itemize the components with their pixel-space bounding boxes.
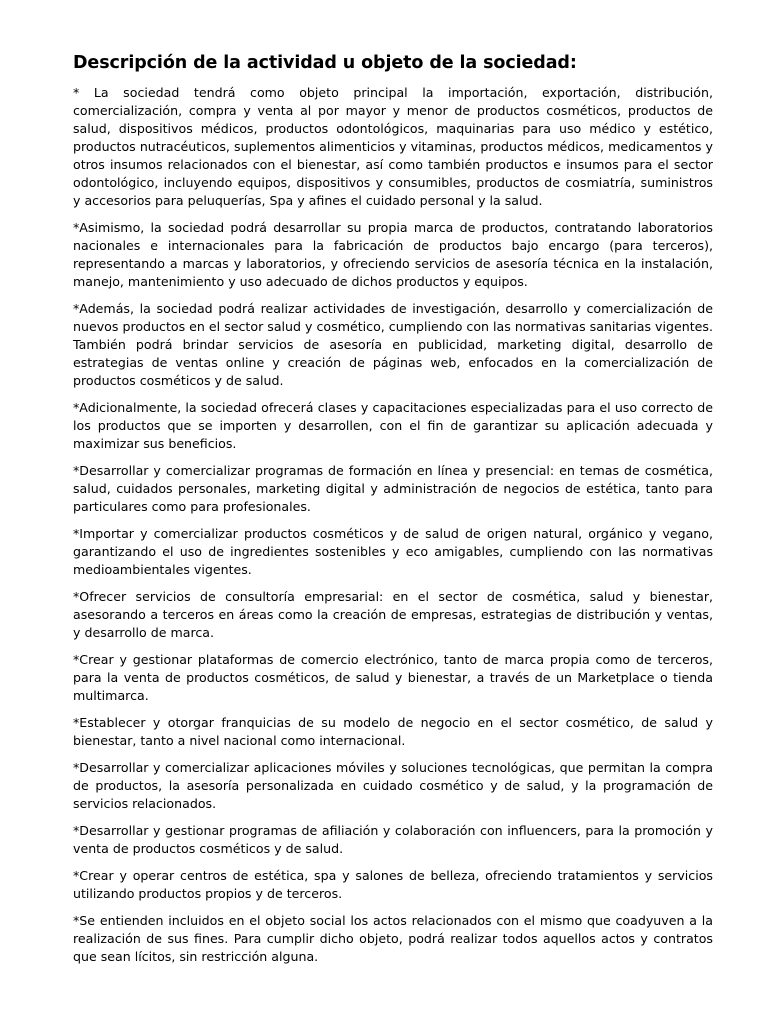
paragraph-productos-naturales: *Importar y comercializar productos cosméticos y de salud de origen natural, orgánico y vegano, garantizando el uso de ingredientes sostenibles y eco amigables, cumpliendo con las normativas medioambientales vigentes. (73, 526, 713, 577)
paragraph-comercio-electronico: *Crear y gestionar plataformas de comercio electrónico, tanto de marca propia como de terceros, para la venta de productos cosméticos, de salud y bienestar, a través de un Marketplace o tienda multimarca. (73, 652, 713, 703)
paragraph-investigacion: *Además, la sociedad podrá realizar actividades de investigación, desarrollo y comercialización de nuevos productos en el sector salud y cosmético, cumpliendo con las normativas sanitarias vigentes. También podrá brindar servicios de asesoría en publicidad, marketing digital, desarrollo de estrategias de ventas online y creación de páginas web, enfocados en la comercialización de productos cosméticos y de salud. (73, 301, 713, 388)
paragraph-actos-relacionados: *Se entienden incluidos en el objeto social los actos relacionados con el mismo que coadyuven a la realización de sus fines. Para cumplir dicho objeto, podrá realizar todos aquellos actos y contratos que sean lícitos, sin restricción alguna. (73, 913, 713, 964)
paragraph-influencers: *Desarrollar y gestionar programas de afiliación y colaboración con influencers, para la promoción y venta de productos cosméticos y de salud. (73, 823, 713, 856)
paragraph-centros-estetica: *Crear y operar centros de estética, spa y salones de belleza, ofreciendo tratamientos y servicios utilizando productos propios y de terceros. (73, 868, 713, 901)
paragraph-consultoria: *Ofrecer servicios de consultoría empresarial: en el sector de cosmética, salud y bienestar, asesorando a terceros en áreas como la creación de empresas, estrategias de distribución y ventas, y desarrollo de marca. (73, 589, 713, 640)
document-page (73, 52, 713, 975)
paragraph-aplicaciones-moviles: *Desarrollar y comercializar aplicaciones móviles y soluciones tecnológicas, que permitan la compra de productos, la asesoría personalizada en cuidado cosmético y de salud, y la programación de servicios relacionados. (73, 760, 713, 811)
page-title: Descripción de la actividad u objeto de la sociedad: (73, 53, 577, 73)
paragraph-programas-formacion: *Desarrollar y comercializar programas de formación en línea y presencial: en temas de cosmética, salud, cuidados personales, marketing digital y administración de negocios de estética, tanto para particulares como para profesionales. (73, 463, 713, 514)
paragraph-capacitaciones: *Adicionalmente, la sociedad ofrecerá clases y capacitaciones especializadas para el uso correcto de los productos que se importen y desarrollen, con el fin de garantizar su aplicación adecuada y maximizar sus beneficios. (73, 400, 713, 451)
paragraph-franquicias: *Establecer y otorgar franquicias de su modelo de negocio en el sector cosmético, de salud y bienestar, tanto a nivel nacional como internacional. (73, 715, 713, 748)
paragraph-marca-propia: *Asimismo, la sociedad podrá desarrollar su propia marca de productos, contratando laboratorios nacionales e internacionales para la fabricación de productos bajo encargo (para terceros), representando a marcas y laboratorios, y ofreciendo servicios de asesoría técnica en la instalación, manejo, mantenimiento y uso adecuado de dichos productos y equipos. (73, 220, 713, 289)
paragraph-objeto-principal: * La sociedad tendrá como objeto principal la importación, exportación, distribución, comercialización, compra y venta al por mayor y menor de productos cosméticos, productos de salud, dispositivos médicos, productos odontológicos, maquinarias para uso médico y estético, productos nutracéuticos, suplementos alimenticios y vitaminas, productos médicos, medicamentos y otros insumos relacionados con el bienestar, así como también productos e insumos para el sector odontológico, incluyendo equipos, dispositivos y consumibles, productos de cosmiatría, suministros y accesorios para peluquerías, Spa y afines el cuidado personal y la salud. (73, 85, 713, 208)
